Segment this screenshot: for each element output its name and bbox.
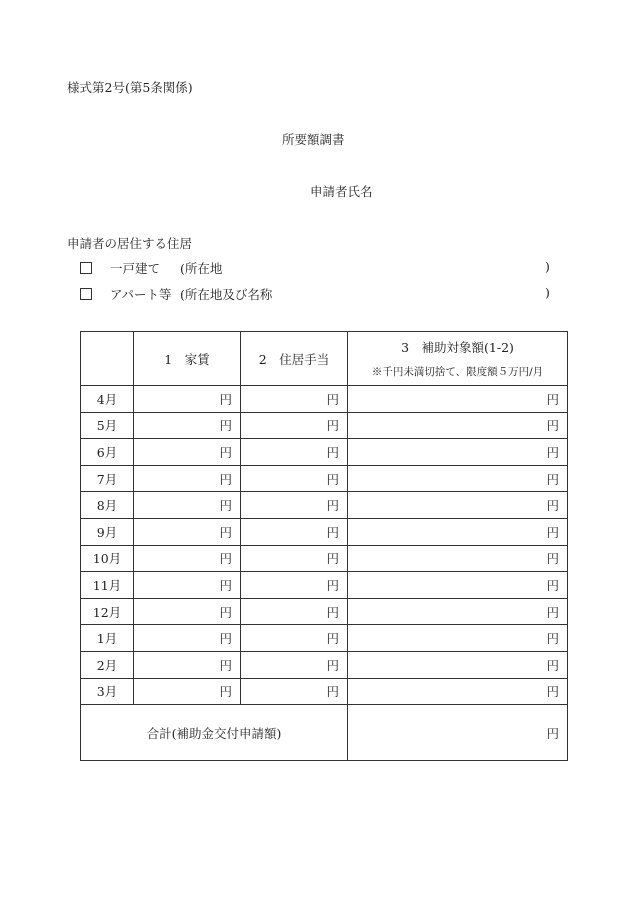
allowance-cell[interactable]: 円 <box>241 518 348 545</box>
table-row <box>81 412 568 439</box>
subsidy-cell[interactable]: 円 <box>348 439 568 466</box>
header-cell-empty <box>81 332 134 386</box>
allowance-cell[interactable]: 円 <box>241 598 348 625</box>
rent-cell[interactable]: 円 <box>134 545 241 572</box>
table-row <box>81 598 568 625</box>
header-subsidy-note: ※千円未満切捨て、限度額５万円/月 <box>371 366 544 378</box>
table-row <box>81 678 568 705</box>
header-subsidy-label: 3 補助対象額(1-2) <box>401 340 514 355</box>
allowance-cell[interactable]: 円 <box>241 678 348 705</box>
subsidy-cell[interactable]: 円 <box>348 518 568 545</box>
header-housing-allowance: 2 住居手当 <box>241 332 348 386</box>
subsidy-cell[interactable]: 円 <box>348 572 568 599</box>
month-cell: 7月 <box>81 465 134 492</box>
rent-cell[interactable]: 円 <box>134 651 241 678</box>
subsidy-cell[interactable]: 円 <box>348 598 568 625</box>
allowance-cell[interactable]: 円 <box>241 439 348 466</box>
form-number: 様式第2号(第5条関係) <box>67 80 193 95</box>
table-row <box>81 518 568 545</box>
table-row <box>81 651 568 678</box>
month-cell: 6月 <box>81 439 134 466</box>
rent-cell[interactable]: 円 <box>134 598 241 625</box>
table-row <box>81 492 568 519</box>
total-amount-cell[interactable]: 円 <box>348 705 568 761</box>
option-detail: (所在地及び名称 <box>180 287 273 302</box>
table-row <box>81 439 568 466</box>
table-row <box>81 625 568 652</box>
table-header-row <box>81 332 568 386</box>
rent-cell[interactable]: 円 <box>134 412 241 439</box>
subsidy-cell[interactable]: 円 <box>348 651 568 678</box>
allowance-cell[interactable]: 円 <box>241 465 348 492</box>
option-label: アパート等 <box>110 287 172 302</box>
table-row <box>81 545 568 572</box>
subsidy-cell[interactable]: 円 <box>348 625 568 652</box>
allowance-cell[interactable]: 円 <box>241 386 348 413</box>
checkbox-icon[interactable] <box>80 288 92 300</box>
subsidy-cell[interactable]: 円 <box>348 492 568 519</box>
rent-cell[interactable]: 円 <box>134 386 241 413</box>
month-cell: 11月 <box>81 572 134 599</box>
checkbox-icon[interactable] <box>80 262 92 274</box>
total-row <box>81 705 568 761</box>
total-label: 合計(補助金交付申請額) <box>81 705 348 761</box>
allowance-cell[interactable]: 円 <box>241 492 348 519</box>
option-close-paren: ) <box>545 285 550 300</box>
allowance-cell[interactable]: 円 <box>241 545 348 572</box>
header-rent: 1 家賃 <box>134 332 241 386</box>
rent-cell[interactable]: 円 <box>134 678 241 705</box>
table-row <box>81 465 568 492</box>
month-cell: 9月 <box>81 518 134 545</box>
month-cell: 4月 <box>81 386 134 413</box>
month-cell: 12月 <box>81 598 134 625</box>
month-cell: 10月 <box>81 545 134 572</box>
option-close-paren: ) <box>545 259 550 274</box>
residence-option-house <box>80 259 550 277</box>
subsidy-cell[interactable]: 円 <box>348 386 568 413</box>
allowance-cell[interactable]: 円 <box>241 651 348 678</box>
rent-cell[interactable]: 円 <box>134 492 241 519</box>
allowance-cell[interactable]: 円 <box>241 625 348 652</box>
rent-cell[interactable]: 円 <box>134 439 241 466</box>
rent-cell[interactable]: 円 <box>134 572 241 599</box>
applicant-name-label: 申請者氏名 <box>310 184 373 199</box>
header-subsidy-amount <box>348 332 568 386</box>
allowance-cell[interactable]: 円 <box>241 572 348 599</box>
subsidy-cell[interactable]: 円 <box>348 412 568 439</box>
subsidy-cell[interactable]: 円 <box>348 465 568 492</box>
rent-cell[interactable]: 円 <box>134 465 241 492</box>
table-row <box>81 386 568 413</box>
rent-cell[interactable]: 円 <box>134 518 241 545</box>
option-label: 一戸建て <box>110 261 161 276</box>
residence-option-apartment <box>80 285 550 303</box>
subsidy-cell[interactable]: 円 <box>348 545 568 572</box>
document-title: 所要額調書 <box>282 132 345 147</box>
residence-label: 申請者の居住する住居 <box>67 236 193 251</box>
month-cell: 8月 <box>81 492 134 519</box>
subsidy-cell[interactable]: 円 <box>348 678 568 705</box>
option-detail: (所在地 <box>180 261 223 276</box>
month-cell: 5月 <box>81 412 134 439</box>
subsidy-table <box>80 331 568 761</box>
month-cell: 1月 <box>81 625 134 652</box>
month-cell: 2月 <box>81 651 134 678</box>
table-row <box>81 572 568 599</box>
month-cell: 3月 <box>81 678 134 705</box>
allowance-cell[interactable]: 円 <box>241 412 348 439</box>
rent-cell[interactable]: 円 <box>134 625 241 652</box>
